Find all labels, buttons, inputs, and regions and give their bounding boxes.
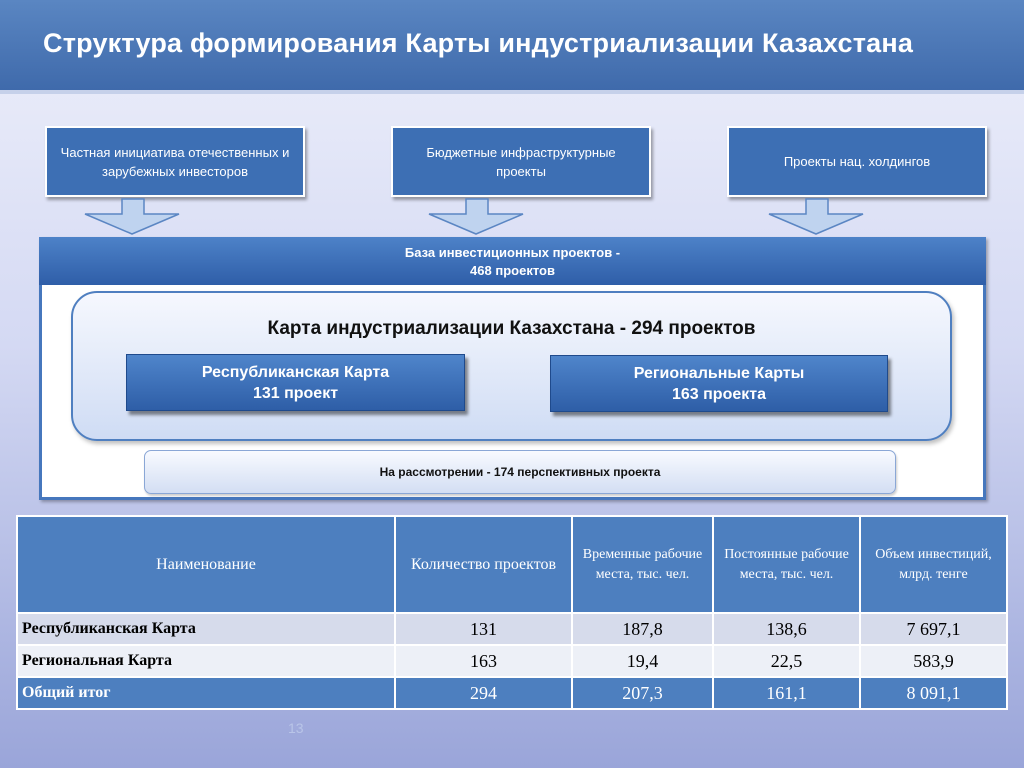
column-header: Количество проектов: [395, 516, 572, 613]
regional-maps-count: 163 проекта: [672, 386, 766, 403]
republican-map-count: 131 проект: [252, 385, 339, 402]
table-cell: 7 697,1: [860, 613, 1007, 645]
table-cell: 19,4: [572, 645, 713, 677]
column-header: Объем инвестиций, млрд. тенге: [860, 516, 1007, 613]
source-national-holdings: [727, 126, 987, 197]
table-cell: 22,5: [713, 645, 860, 677]
down-arrow-icon: [426, 198, 526, 236]
source-label: Проекты нац. холдингов: [783, 154, 931, 169]
base-line-2: 468 проектов: [470, 263, 555, 278]
down-arrow-icon: [766, 198, 866, 236]
regional-maps-label: Региональные Карты: [633, 365, 805, 382]
table-row: [17, 645, 1007, 677]
table-cell: Общий итог: [17, 677, 395, 709]
table-cell: 583,9: [860, 645, 1007, 677]
table-cell: 161,1: [713, 677, 860, 709]
table-cell: 131: [395, 613, 572, 645]
table-cell: 138,6: [713, 613, 860, 645]
table-cell: 8 091,1: [860, 677, 1007, 709]
regional-maps-card: [550, 355, 888, 412]
table-row: [17, 613, 1007, 645]
table-cell: 207,3: [572, 677, 713, 709]
column-header: Наименование: [17, 516, 395, 613]
table-total-row: [17, 677, 1007, 709]
title-bar: [0, 0, 1024, 94]
column-header: Временные рабочие места, тыс. чел.: [572, 516, 713, 613]
base-line-1: База инвестиционных проектов -: [404, 245, 621, 260]
republican-map-card: [126, 354, 465, 411]
table-cell: 187,8: [572, 613, 713, 645]
page-title: Структура формирования Карты индустриализации Казахстана: [43, 28, 914, 58]
table-cell: Региональная Карта: [17, 645, 395, 677]
source-private-initiative: [45, 126, 305, 197]
source-budget-projects: [391, 126, 651, 197]
down-arrow-icon: [82, 198, 182, 236]
table-header-row: [17, 516, 1007, 613]
source-label: Частная инициатива отечественных и зарубежных инвесторов: [60, 144, 290, 179]
source-label: Бюджетные инфраструктурные проекты: [426, 144, 616, 179]
column-header: Постоянные рабочие места, тыс. чел.: [713, 516, 860, 613]
investment-base-header: [39, 237, 986, 285]
table-cell: 163: [395, 645, 572, 677]
table-cell: Республиканская Карта: [17, 613, 395, 645]
map-title: Карта индустриализации Казахстана - 294 проектов: [267, 318, 756, 339]
slide-number: 13: [288, 720, 304, 736]
republican-map-label: Республиканская Карта: [201, 364, 390, 381]
under-review-box: На рассмотрении - 174 перспективных проекта: [144, 450, 896, 494]
table-cell: 294: [395, 677, 572, 709]
summary-table: [16, 515, 1008, 710]
